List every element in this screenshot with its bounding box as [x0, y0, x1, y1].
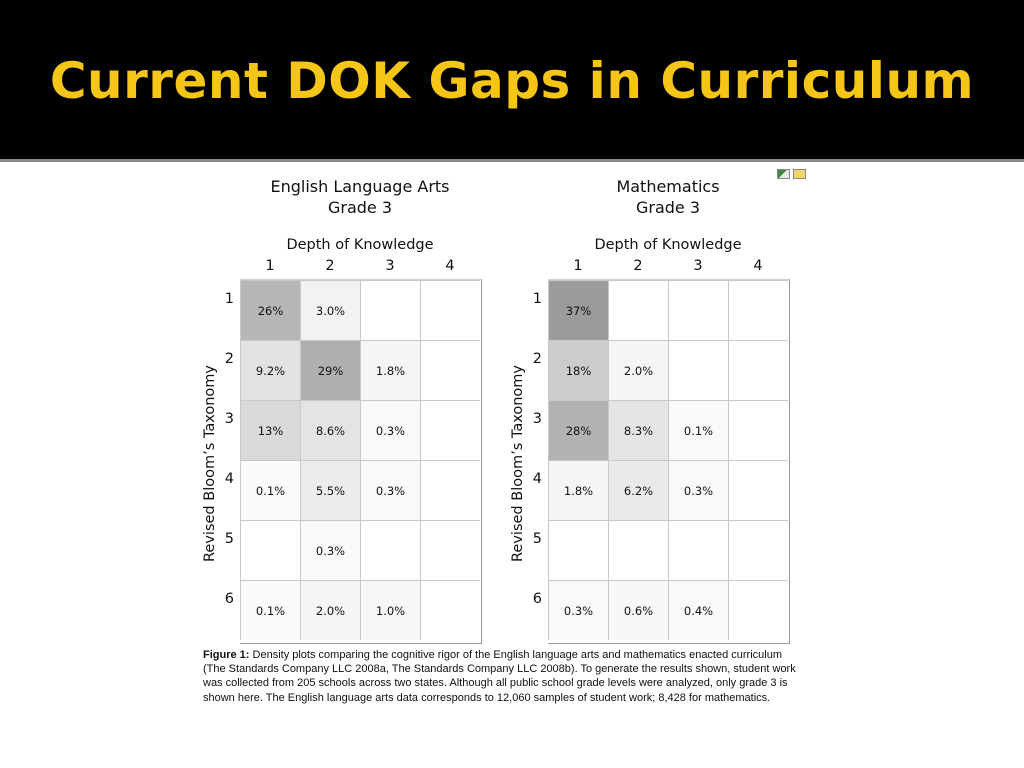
heatmap-cell — [668, 520, 728, 580]
heatmap-cell — [728, 460, 788, 520]
y-axis-label: Revised Bloom’s Taxonomy — [510, 365, 526, 562]
heatmap-cell — [420, 280, 480, 340]
heatmap-cell — [728, 340, 788, 400]
heatmap-cell: 1.0% — [360, 580, 420, 640]
chart-title-line: Grade 3 — [635, 198, 701, 217]
chart-title-line: Grade 3 — [327, 198, 393, 217]
heatmap-cell — [608, 280, 668, 340]
heatmap-cell — [420, 520, 480, 580]
heatmap-cell — [668, 280, 728, 340]
figure-caption — [203, 648, 803, 705]
y-tick-label: 3 — [224, 411, 234, 427]
heatmap-cell: 2.0% — [300, 580, 360, 640]
heatmap-cell — [360, 280, 420, 340]
x-tick-label: 3 — [693, 258, 703, 274]
heatmap-cell: 6.2% — [608, 460, 668, 520]
heatmap-cell: 26% — [240, 280, 300, 340]
heatmap-cell — [240, 520, 300, 580]
heatmap-cell: 18% — [548, 340, 608, 400]
y-axis-label: Revised Bloom’s Taxonomy — [202, 365, 218, 562]
y-tick-label: 4 — [224, 471, 234, 487]
x-tick-label: 2 — [325, 258, 335, 274]
heatmap-cell — [420, 580, 480, 640]
heatmap-cell: 0.1% — [240, 580, 300, 640]
heatmap-cell — [668, 340, 728, 400]
heatmap-cell — [728, 280, 788, 340]
heatmap-cell: 28% — [548, 400, 608, 460]
x-axis-label: Depth of Knowledge — [286, 237, 434, 253]
heatmap-cell — [608, 520, 668, 580]
caption-text: Density plots comparing the cognitive rigor of the English language arts and mathematics enacted curriculum (The Standards Company LLC 2008a, The Standards Company LLC 2008b). To generate the results shown, student work was collected from 205 schools across two states. Although all public school grade levels were analyzed, only grade 3 is shown here. The English language arts data corresponds to 12,060 samples of student work; 8,428 for mathematics. — [203, 649, 796, 704]
y-tick-label: 5 — [532, 531, 542, 547]
chart-title-line: Mathematics — [616, 177, 720, 196]
mail-icon[interactable] — [793, 169, 806, 179]
heatmap-cell: 0.1% — [240, 460, 300, 520]
heatmap-cell: 0.1% — [668, 400, 728, 460]
slide-content — [0, 162, 1024, 768]
y-tick-label: 6 — [532, 591, 542, 607]
heatmap-cell: 0.6% — [608, 580, 668, 640]
heatmap-cell — [548, 520, 608, 580]
y-tick-label: 1 — [532, 291, 542, 307]
x-tick-label: 1 — [265, 258, 275, 274]
heatmap-cell: 0.4% — [668, 580, 728, 640]
y-tick-label: 2 — [224, 351, 234, 367]
heatmap-cell: 0.3% — [360, 400, 420, 460]
x-tick-label: 1 — [573, 258, 583, 274]
heatmap-cell: 2.0% — [608, 340, 668, 400]
heatmap-cell: 0.3% — [548, 580, 608, 640]
chart-title — [548, 176, 788, 218]
y-tick-label: 1 — [224, 291, 234, 307]
heatmap-cell — [728, 580, 788, 640]
heatmap-cell: 0.3% — [360, 460, 420, 520]
heatmap-cell — [728, 520, 788, 580]
heatmap-cell: 8.6% — [300, 400, 360, 460]
heatmap-cell: 9.2% — [240, 340, 300, 400]
y-tick-label: 6 — [224, 591, 234, 607]
heatmap-grid — [548, 279, 790, 644]
heatmap-cell — [728, 400, 788, 460]
x-tick-label: 2 — [633, 258, 643, 274]
heatmap-cell: 37% — [548, 280, 608, 340]
x-tick-label: 3 — [385, 258, 395, 274]
heatmap-grid — [240, 279, 482, 644]
heatmap-cell: 29% — [300, 340, 360, 400]
heatmap-cell: 1.8% — [360, 340, 420, 400]
heatmap-cell — [420, 340, 480, 400]
heatmap-cell: 3.0% — [300, 280, 360, 340]
chart-title-line: English Language Arts — [270, 177, 450, 196]
heatmap-cell: 1.8% — [548, 460, 608, 520]
caption-label: Figure 1: — [203, 649, 250, 661]
heatmap-cell: 13% — [240, 400, 300, 460]
heatmap-cell — [420, 400, 480, 460]
heatmap-cell: 5.5% — [300, 460, 360, 520]
x-axis-label: Depth of Knowledge — [594, 237, 742, 253]
heatmap-cell: 8.3% — [608, 400, 668, 460]
y-tick-label: 5 — [224, 531, 234, 547]
heatmap-cell — [360, 520, 420, 580]
y-tick-label: 3 — [532, 411, 542, 427]
slide-title: Current DOK Gaps in Curriculum — [49, 52, 975, 110]
heatmap-cell: 0.3% — [300, 520, 360, 580]
y-tick-label: 4 — [532, 471, 542, 487]
chart-title — [240, 176, 480, 218]
heatmap-cell: 0.3% — [668, 460, 728, 520]
slide-header — [0, 0, 1024, 158]
heatmap-cell — [420, 460, 480, 520]
x-tick-label: 4 — [753, 258, 763, 274]
y-tick-label: 2 — [532, 351, 542, 367]
x-tick-label: 4 — [445, 258, 455, 274]
